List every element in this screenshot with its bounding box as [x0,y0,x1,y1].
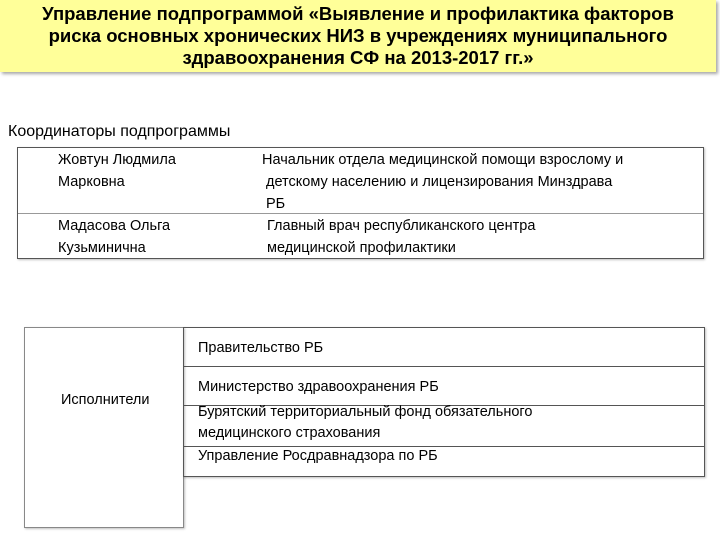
executor-item [184,405,704,447]
title-line-1: Управление подпрограммой «Выявление и профилактика факторов [42,3,674,24]
coordinator-position-line: медицинской профилактики [267,240,456,256]
coordinators-divider [18,213,703,214]
coordinator-position-line: РБ [266,196,286,212]
coordinator-name-line: Жовтун Людмила [58,152,176,168]
coordinator-position-line: Главный врач республиканского центра [267,218,536,234]
executor-item-text: Управление Росдравнадзора по РБ [198,448,438,464]
coordinator-name-1 [58,149,176,193]
coordinator-name-line: Мадасова Ольга [58,218,171,234]
title-line-2: риска основных хронических НИЗ в учреждениях муниципального [48,25,668,46]
executors-list [183,327,705,477]
executor-item [184,328,704,367]
executor-item-text: Правительство РБ [198,340,324,356]
executors-label-cell [24,327,184,528]
coordinator-name-line: Кузьминична [58,240,146,256]
page-title [0,0,716,72]
coordinator-name-line: Марковна [58,174,125,190]
coordinator-name-2 [58,215,170,259]
executor-item [184,446,704,476]
coordinator-position-2 [267,215,535,259]
title-line-3: здравоохранения СФ на 2013-2017 гг.» [182,47,534,68]
executor-item-text: медицинского страхования [198,425,381,441]
executors-label: Исполнители [61,392,150,408]
coordinator-position-line: Начальник отдела медицинской помощи взрослому и [262,152,624,168]
coordinator-position-line: детскому населению и лицензирования Минздрава [266,174,613,190]
coordinators-table [17,147,704,259]
coordinator-position-1 [262,149,623,215]
executor-item-text: Бурятский территориальный фонд обязательного [198,404,533,420]
coordinators-heading: Координаторы подпрограммы [8,123,231,140]
executor-item-text: Министерство здравоохранения РБ [198,379,439,395]
executor-item [184,366,704,406]
